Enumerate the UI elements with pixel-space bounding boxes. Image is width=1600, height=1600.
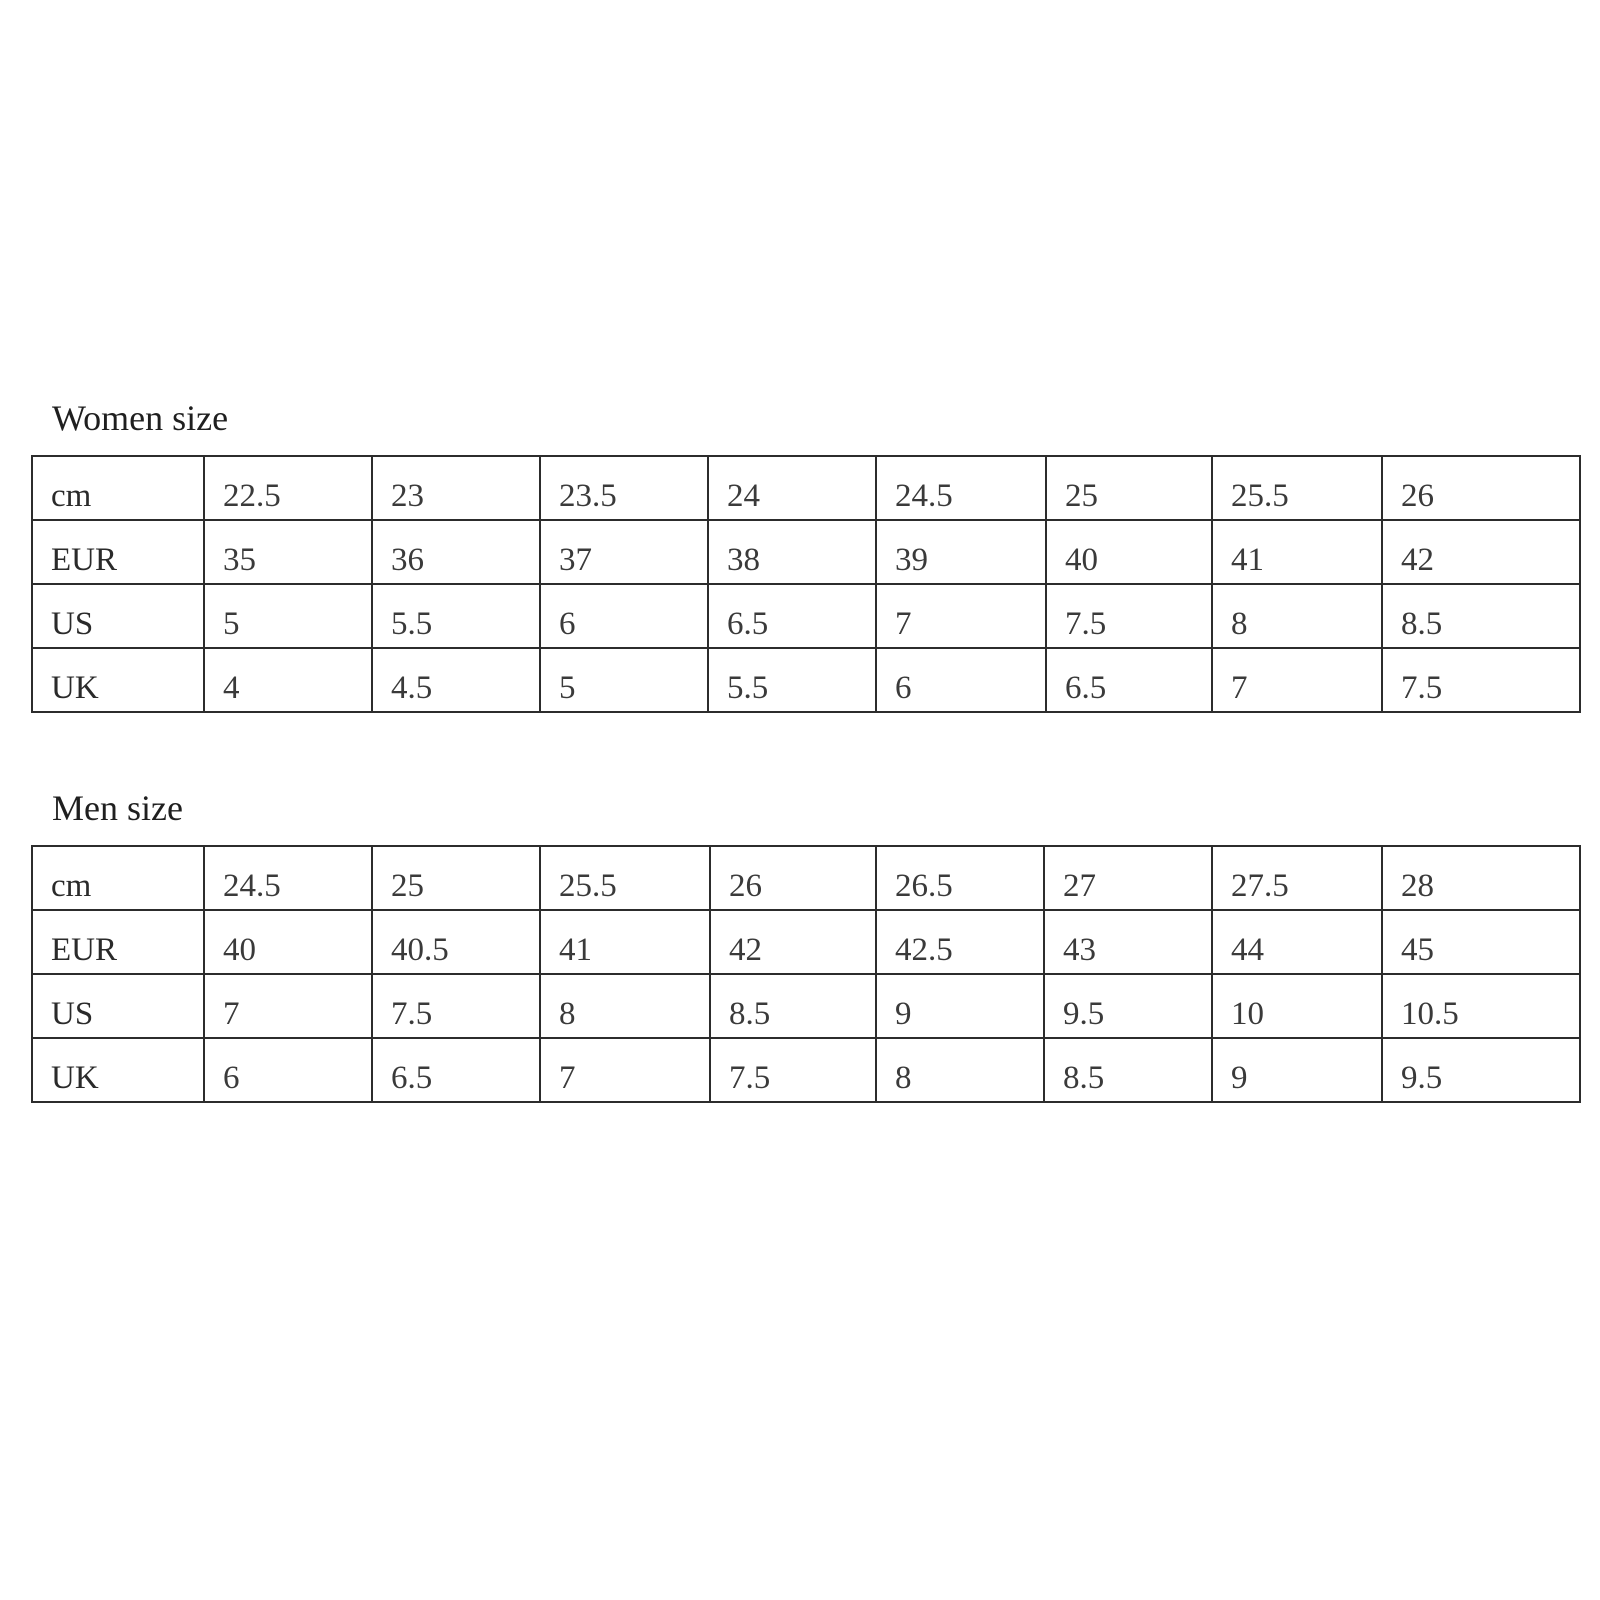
table-cell: 42 [710,910,876,974]
table-cell: 7.5 [372,974,540,1038]
table-cell: 45 [1382,910,1580,974]
table-cell: 42 [1382,520,1580,584]
table-cell: 26.5 [876,846,1044,910]
table-cell: 8.5 [1044,1038,1212,1102]
table-cell: 5 [204,584,372,648]
table-row [32,456,1580,520]
table-row [32,584,1580,648]
row-label: cm [32,846,204,910]
table-cell: 43 [1044,910,1212,974]
table-cell: 7.5 [1046,584,1212,648]
women-size-table [31,455,1581,713]
table-cell: 26 [710,846,876,910]
table-cell: 24.5 [204,846,372,910]
table-cell: 10.5 [1382,974,1580,1038]
table-cell: 6.5 [372,1038,540,1102]
table-cell: 8 [876,1038,1044,1102]
table-row [32,648,1580,712]
table-cell: 7 [204,974,372,1038]
table-cell: 7.5 [710,1038,876,1102]
table-cell: 27.5 [1212,846,1382,910]
table-cell: 4.5 [372,648,540,712]
table-cell: 23 [372,456,540,520]
table-cell: 35 [204,520,372,584]
table-cell: 24 [708,456,876,520]
table-cell: 9.5 [1382,1038,1580,1102]
men-size-table [31,845,1581,1103]
table-cell: 8 [540,974,710,1038]
table-cell: 7.5 [1382,648,1580,712]
table-row [32,974,1580,1038]
row-label: EUR [32,520,204,584]
table-cell: 39 [876,520,1046,584]
table-cell: 5.5 [708,648,876,712]
table-cell: 37 [540,520,708,584]
table-cell: 25.5 [1212,456,1382,520]
table-cell: 9 [876,974,1044,1038]
table-cell: 6.5 [1046,648,1212,712]
table-cell: 7 [540,1038,710,1102]
table-cell: 36 [372,520,540,584]
table-cell: 23.5 [540,456,708,520]
table-cell: 9 [1212,1038,1382,1102]
table-cell: 44 [1212,910,1382,974]
table-cell: 40.5 [372,910,540,974]
table-cell: 40 [204,910,372,974]
table-cell: 26 [1382,456,1580,520]
table-cell: 6.5 [708,584,876,648]
table-cell: 10 [1212,974,1382,1038]
table-cell: 25 [1046,456,1212,520]
table-cell: 25 [372,846,540,910]
table-cell: 41 [1212,520,1382,584]
row-label: EUR [32,910,204,974]
table-cell: 7 [876,584,1046,648]
men-size-title: Men size [52,788,183,828]
table-cell: 25.5 [540,846,710,910]
table-cell: 38 [708,520,876,584]
table-cell: 6 [876,648,1046,712]
table-cell: 8.5 [1382,584,1580,648]
row-label: US [32,584,204,648]
row-label: cm [32,456,204,520]
row-label: UK [32,648,204,712]
table-cell: 27 [1044,846,1212,910]
row-label: US [32,974,204,1038]
table-row [32,520,1580,584]
table-cell: 6 [204,1038,372,1102]
table-cell: 5.5 [372,584,540,648]
women-size-title: Women size [52,398,229,438]
table-cell: 8.5 [710,974,876,1038]
table-cell: 41 [540,910,710,974]
table-cell: 6 [540,584,708,648]
table-cell: 40 [1046,520,1212,584]
table-cell: 8 [1212,584,1382,648]
table-cell: 9.5 [1044,974,1212,1038]
table-cell: 7 [1212,648,1382,712]
table-row [32,846,1580,910]
row-label: UK [32,1038,204,1102]
table-cell: 4 [204,648,372,712]
table-cell: 22.5 [204,456,372,520]
table-cell: 28 [1382,846,1580,910]
table-row [32,910,1580,974]
table-cell: 24.5 [876,456,1046,520]
table-row [32,1038,1580,1102]
table-cell: 5 [540,648,708,712]
table-cell: 42.5 [876,910,1044,974]
